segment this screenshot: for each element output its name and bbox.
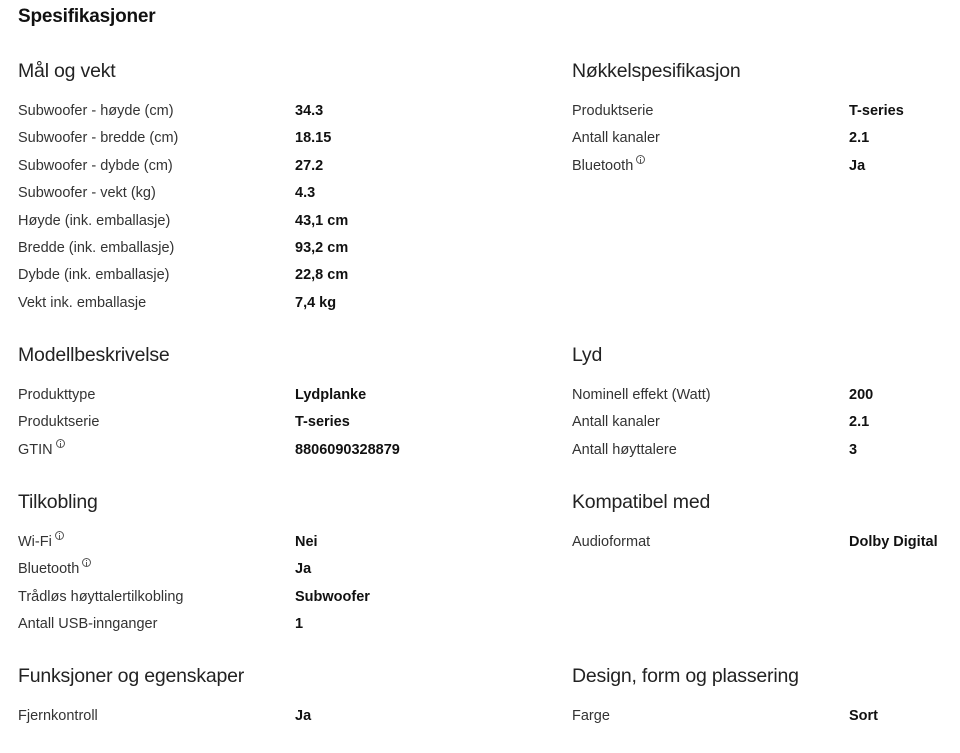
spec-value: 18.15 <box>295 130 332 147</box>
spec-value: 2.1 <box>849 414 870 431</box>
spec-row <box>18 437 538 464</box>
spec-label-with-info <box>18 556 91 583</box>
spec-value: Ja <box>295 561 312 578</box>
spec-label: Produkttype <box>18 387 96 403</box>
spec-list <box>572 529 952 556</box>
spec-value: T-series <box>295 414 350 431</box>
spec-row <box>18 703 538 730</box>
section-sound <box>572 341 952 464</box>
spec-row <box>18 262 538 289</box>
spec-label: Dybde (ink. emballasje) <box>18 267 170 284</box>
info-circle-icon[interactable] <box>82 558 91 567</box>
spec-row <box>18 125 538 152</box>
spec-value: Ja <box>295 708 312 724</box>
spec-row <box>18 556 538 583</box>
section-design <box>572 662 952 730</box>
info-circle-icon[interactable] <box>636 155 645 164</box>
spec-label: Bluetooth <box>18 561 80 578</box>
spec-row <box>18 98 538 125</box>
spec-label: Antall høyttalere <box>572 441 677 458</box>
spec-value: 2.1 <box>849 130 870 147</box>
spec-label: Subwoofer - bredde (cm) <box>18 130 179 147</box>
section-model-description <box>18 341 538 464</box>
section-title: Kompatibel med <box>572 491 711 513</box>
section-title: Design, form og plassering <box>572 665 799 687</box>
spec-row <box>18 290 538 317</box>
section-title: Modellbeskrivelse <box>18 344 170 366</box>
spec-value: 3 <box>849 441 858 458</box>
spec-label: Farge <box>572 708 610 724</box>
spec-label-with-info <box>18 529 64 556</box>
spec-label: Wi-Fi <box>18 534 52 550</box>
spec-list <box>18 98 538 317</box>
spec-row <box>572 125 952 152</box>
spec-list <box>572 98 952 180</box>
page-title: Spesifikasjoner <box>18 6 156 27</box>
spec-label: Produktserie <box>18 414 100 431</box>
spec-value: 200 <box>849 387 874 403</box>
spec-list <box>18 529 538 639</box>
spec-label: Audioformat <box>572 534 651 550</box>
spec-label: Produktserie <box>572 103 654 119</box>
spec-row <box>572 382 952 409</box>
spec-value: 22,8 cm <box>295 267 349 284</box>
section-dimensions-weight <box>18 57 538 317</box>
section-compatible-with <box>572 488 952 556</box>
spec-label: GTIN <box>18 441 53 458</box>
spec-row <box>572 409 952 436</box>
spec-value: 43,1 cm <box>295 212 349 229</box>
spec-value: 1 <box>295 616 304 633</box>
spec-value: 27.2 <box>295 157 324 174</box>
spec-label: Subwoofer - høyde (cm) <box>18 103 174 119</box>
spec-list <box>18 382 538 464</box>
spec-row <box>572 437 952 464</box>
section-key-specs <box>572 57 952 180</box>
spec-value: T-series <box>849 103 904 119</box>
spec-label-with-info <box>18 437 65 464</box>
spec-row <box>18 208 538 235</box>
spec-label: Antall kanaler <box>572 130 660 147</box>
spec-label: Bluetooth <box>572 157 634 174</box>
section-title: Mål og vekt <box>18 60 116 82</box>
spec-value: Lydplanke <box>295 387 367 403</box>
spec-value: 4.3 <box>295 185 316 202</box>
spec-label: Antall kanaler <box>572 414 660 431</box>
spec-list <box>18 703 538 730</box>
spec-row <box>572 703 952 730</box>
spec-row <box>18 529 538 556</box>
spec-label: Subwoofer - dybde (cm) <box>18 157 173 174</box>
spec-value: 93,2 cm <box>295 239 349 256</box>
spec-label-with-info <box>572 153 645 180</box>
spec-list <box>572 382 952 464</box>
info-circle-icon[interactable] <box>56 439 65 448</box>
info-circle-icon[interactable] <box>55 531 64 540</box>
spec-row <box>18 180 538 207</box>
spec-row <box>18 382 538 409</box>
section-title: Lyd <box>572 344 603 366</box>
spec-row <box>572 98 952 125</box>
spec-value: Dolby Digital <box>849 534 938 550</box>
spec-row <box>18 584 538 611</box>
section-title: Funksjoner og egenskaper <box>18 665 245 687</box>
spec-label: Vekt ink. emballasje <box>18 294 147 311</box>
spec-label: Trådløs høyttalertilkobling <box>18 588 184 605</box>
spec-row <box>18 409 538 436</box>
spec-value: Sort <box>849 708 878 724</box>
spec-value: 34.3 <box>295 103 324 119</box>
spec-value: Nei <box>295 534 318 550</box>
spec-label: Bredde (ink. emballasje) <box>18 239 175 256</box>
spec-list <box>572 703 952 730</box>
spec-row <box>18 153 538 180</box>
section-connectivity <box>18 488 538 639</box>
spec-value: 8806090328879 <box>295 441 400 458</box>
section-features <box>18 662 538 730</box>
spec-label: Antall USB-innganger <box>18 616 158 633</box>
spec-row <box>572 153 952 180</box>
spec-label: Nominell effekt (Watt) <box>572 387 711 403</box>
spec-row <box>572 529 952 556</box>
spec-label: Høyde (ink. emballasje) <box>18 212 171 229</box>
section-title: Nøkkelspesifikasjon <box>572 60 741 82</box>
section-title: Tilkobling <box>18 491 98 513</box>
spec-row <box>18 611 538 638</box>
spec-value: 7,4 kg <box>295 294 337 311</box>
spec-label: Fjernkontroll <box>18 708 98 724</box>
spec-value: Ja <box>849 157 866 174</box>
spec-row <box>18 235 538 262</box>
spec-value: Subwoofer <box>295 588 370 605</box>
spec-label: Subwoofer - vekt (kg) <box>18 185 156 202</box>
